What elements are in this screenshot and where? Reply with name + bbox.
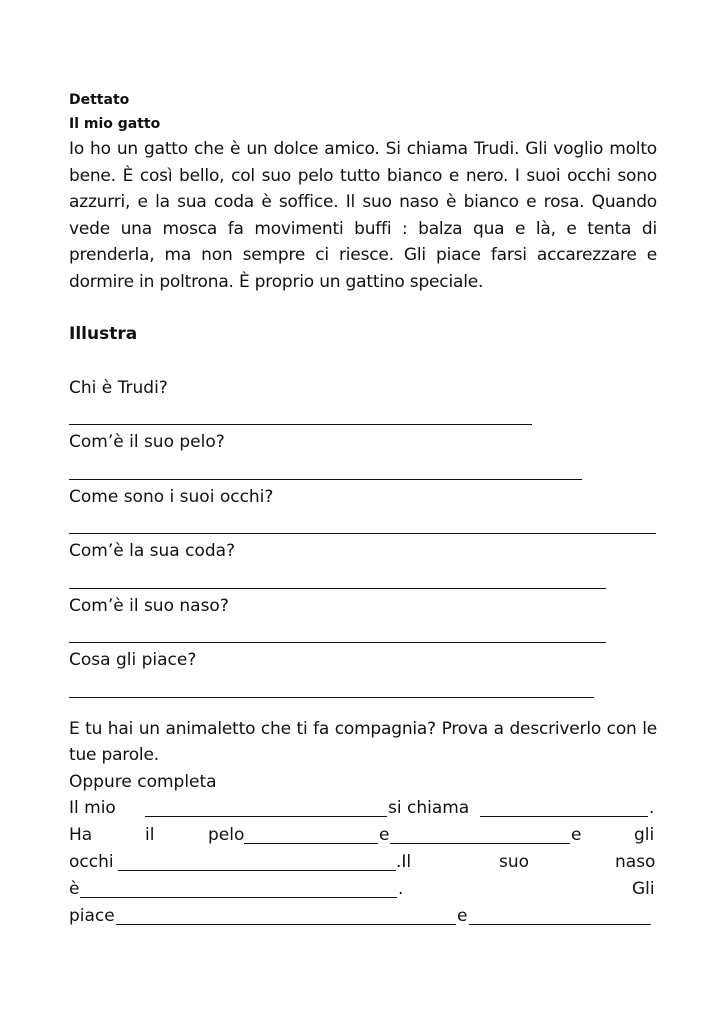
blank-pet-type[interactable] [145, 816, 387, 817]
answer-line-3[interactable] [69, 510, 657, 538]
question-1: Chi è Trudi? [69, 377, 168, 398]
blank-fur-1[interactable] [244, 843, 378, 844]
completion-word: naso [615, 852, 656, 872]
completion-word: si chiama [388, 798, 470, 818]
header-label: Dettato [69, 92, 130, 108]
blank-fur-2[interactable] [390, 843, 570, 844]
completion-word: pelo [208, 825, 245, 845]
completion-word: Il mio [69, 798, 116, 818]
completion-word: è [69, 879, 80, 899]
completion-word: e [457, 906, 468, 926]
answer-line-6[interactable] [69, 674, 657, 702]
completion-word: Gli [632, 879, 655, 899]
answer-line-4[interactable] [69, 565, 657, 593]
completion-word: suo [499, 852, 530, 872]
blank-likes-2[interactable] [469, 924, 651, 925]
answer-line-5[interactable] [69, 619, 657, 647]
question-4: Com’è la sua coda? [69, 541, 236, 561]
completion-row-2 [69, 822, 657, 849]
completion-intro: Oppure completa [69, 771, 217, 792]
blank-pet-name[interactable] [480, 816, 648, 817]
worksheet [69, 88, 657, 930]
completion-exercise [69, 795, 657, 930]
question-5: Com’è il suo naso? [69, 595, 229, 616]
dictation-text: Io ho un gatto che è un dolce amico. Si chiama Trudi. Gli voglio molto bene. È così bello, col suo pelo tutto bianco e nero. I suoi occhi sono azzurri, e la sua coda è soffice. Il suo naso è bianco e rosa. Quando vede una mosca fa movimenti buffi : balza qua e là, e tenta di prenderla, ma non sempre ci riesce. Gli piace farsi accarezzare e dormire in poltrona. È proprio un gattino speciale. [69, 139, 657, 292]
completion-row-5 [69, 903, 657, 930]
blank-nose[interactable] [80, 897, 397, 898]
completion-row-1 [69, 795, 657, 822]
completion-word: occhi [69, 852, 114, 872]
completion-word: . [649, 798, 655, 818]
completion-word: gli [634, 825, 655, 845]
completion-row-4 [69, 876, 657, 903]
answer-line-1[interactable] [69, 401, 657, 429]
completion-word: . [398, 879, 404, 899]
blank-likes-1[interactable] [116, 924, 456, 925]
answer-line-2[interactable] [69, 456, 657, 484]
completion-word: .Il [396, 852, 412, 872]
question-3: Come sono i suoi occhi? [69, 486, 274, 507]
completion-word: e [571, 825, 582, 845]
completion-word: e [379, 825, 390, 845]
completion-word: Ha [69, 825, 93, 845]
question-2: Com’è il suo pelo? [69, 432, 225, 452]
completion-row-3 [69, 849, 657, 876]
pet-prompt: E tu hai un animaletto che ti fa compagnia? Prova a descriverlo con le tue parole. [69, 718, 657, 765]
question-6: Cosa gli piace? [69, 650, 197, 670]
illustrate-heading: Illustra [69, 324, 138, 344]
completion-word: piace [69, 906, 115, 926]
page-title: Il mio gatto [69, 116, 161, 132]
question-list [69, 375, 657, 702]
completion-word: il [145, 825, 155, 845]
blank-eyes[interactable] [118, 870, 396, 871]
